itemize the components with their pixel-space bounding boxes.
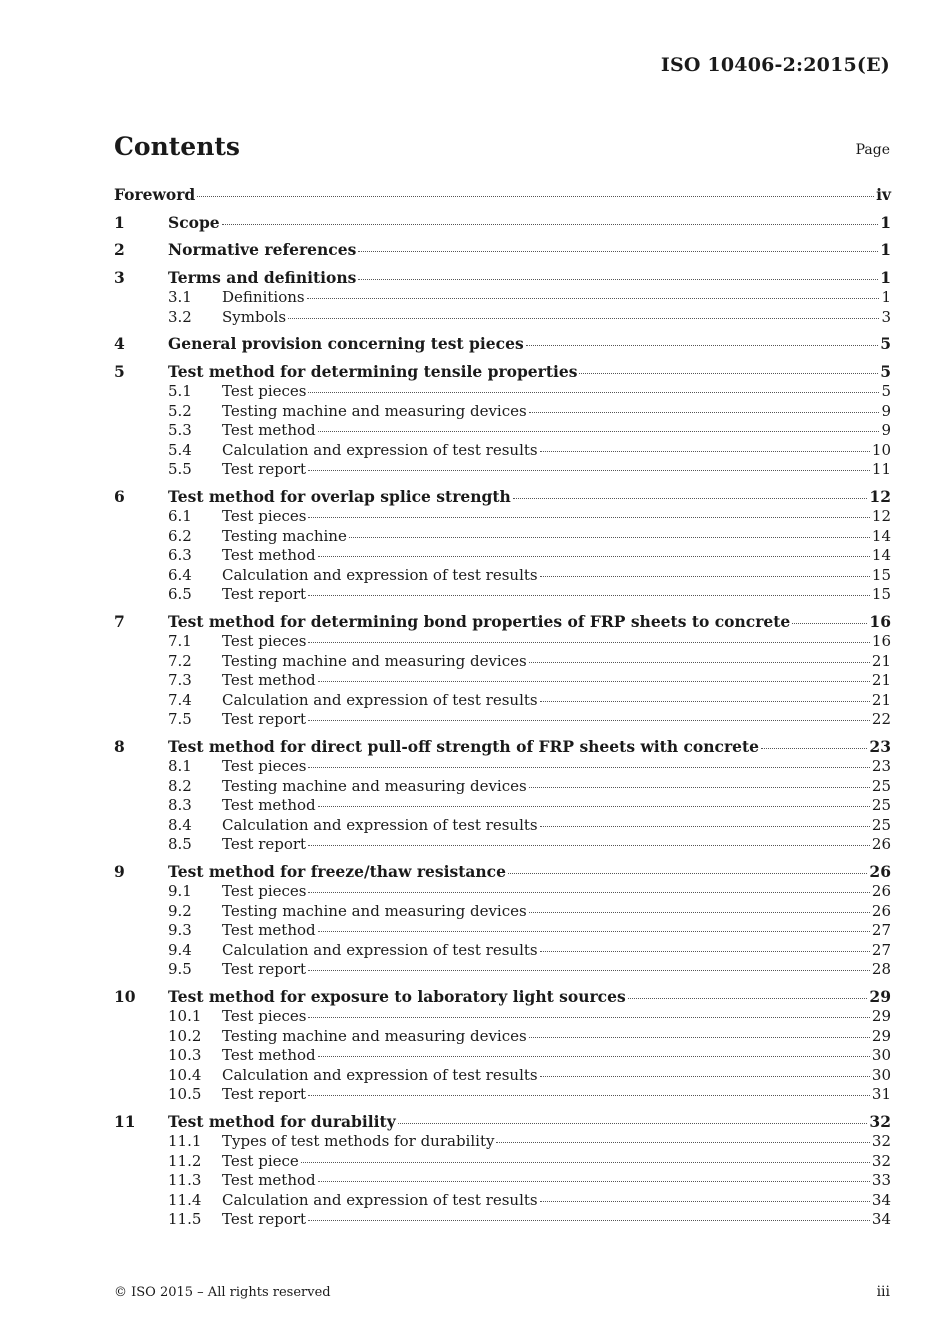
toc-subclause-entry[interactable]	[114, 1171, 891, 1191]
toc-entry-page: 32	[871, 1151, 891, 1170]
toc-entry-number: 9.3	[168, 921, 192, 939]
dot-leader	[301, 1162, 870, 1163]
toc-clause-entry[interactable]	[114, 362, 891, 383]
dot-leader	[318, 681, 870, 682]
toc-entry-number: 9.4	[168, 940, 192, 959]
dot-leader	[398, 1123, 868, 1124]
toc-entry-page: 11	[871, 460, 891, 478]
dot-leader	[308, 1220, 870, 1221]
toc-clause-entry[interactable]	[114, 268, 891, 289]
page-column-label: Page	[855, 142, 890, 158]
dot-leader	[540, 826, 870, 827]
toc-entry-number: 10	[114, 986, 136, 1006]
toc-entry-page: 9	[881, 401, 891, 420]
toc-subclause-entry[interactable]	[114, 652, 891, 672]
toc-subclause-entry[interactable]	[114, 288, 891, 308]
toc-entry-number: 10.5	[168, 1085, 202, 1103]
toc-entry-title: Test method	[222, 421, 316, 439]
dot-leader	[308, 470, 870, 471]
toc-entry-page: 26	[871, 882, 891, 900]
toc-section	[114, 1112, 891, 1230]
toc-entry-title: Calculation and expression of test results	[222, 1065, 538, 1084]
toc-entry-number: 5.3	[168, 421, 192, 439]
dot-leader	[222, 224, 879, 225]
copyright-notice: © ISO 2015 – All rights reserved	[114, 1285, 331, 1300]
toc-entry-number: 7.5	[168, 710, 192, 728]
toc-entry-number: 3.2	[168, 307, 192, 326]
toc-subclause-entry[interactable]	[114, 546, 891, 566]
toc-subclause-entry[interactable]	[114, 816, 891, 836]
toc-entry-title: Test method	[222, 1171, 316, 1189]
toc-entry-number: 8.3	[168, 796, 192, 814]
toc-entry-number: 5.1	[168, 382, 192, 400]
toc-entry-title: Testing machine and measuring devices	[222, 401, 527, 420]
toc-entry-title: Test method	[222, 546, 316, 564]
toc-section	[114, 987, 891, 1105]
toc-entry-title: Foreword	[114, 185, 196, 204]
toc-entry-title: Test report	[222, 585, 307, 603]
toc-subclause-entry[interactable]	[114, 796, 891, 816]
toc-entry-page: 22	[871, 710, 891, 728]
dot-leader	[197, 196, 874, 197]
toc-entry-number: 11.5	[168, 1210, 202, 1228]
toc-entry-title: Definitions	[222, 288, 305, 306]
toc-section	[114, 612, 891, 730]
toc-entry-number: 10.2	[168, 1026, 202, 1045]
toc-entry-page: 21	[871, 671, 891, 689]
dot-leader	[318, 431, 880, 432]
toc-entry-title: Test method	[222, 796, 316, 814]
toc-entry-page: 1	[881, 288, 891, 306]
toc-entry-title: Test pieces	[222, 382, 307, 400]
dot-leader	[628, 998, 868, 999]
toc-entry-page: iv	[876, 185, 891, 204]
toc-entry-title: Test method	[222, 671, 316, 689]
toc-subclause-entry[interactable]	[114, 777, 891, 797]
toc-entry-title: Test report	[222, 710, 307, 728]
toc-entry-title: Calculation and expression of test results	[222, 940, 538, 959]
toc-entry-number: 11.1	[168, 1132, 202, 1150]
dot-leader	[761, 748, 867, 749]
toc-entry-page: 29	[869, 986, 891, 1006]
toc-entry-number: 9.2	[168, 901, 192, 920]
toc-subclause-entry[interactable]	[114, 710, 891, 730]
dot-leader	[540, 451, 870, 452]
toc-entry-page: 27	[871, 940, 891, 959]
toc-subclause-entry[interactable]	[114, 1007, 891, 1027]
toc-entry-number: 6.5	[168, 585, 192, 603]
toc-entry-number: 8	[114, 736, 125, 756]
toc-section	[114, 334, 891, 355]
document-code: ISO 10406-2:2015(E)	[660, 54, 890, 76]
table-of-contents	[114, 185, 891, 1237]
toc-entry-title: Calculation and expression of test results	[222, 565, 538, 584]
toc-entry-page: 15	[871, 585, 891, 603]
toc-subclause-entry[interactable]	[114, 671, 891, 691]
dot-leader	[540, 701, 870, 702]
dot-leader	[318, 1181, 870, 1182]
toc-subclause-entry[interactable]	[114, 566, 891, 586]
toc-entry-page: 25	[871, 776, 891, 795]
toc-clause-entry[interactable]	[114, 240, 891, 261]
toc-entry-number: 3.1	[168, 288, 192, 306]
toc-entry-page: 1	[880, 267, 891, 287]
dot-leader	[318, 931, 870, 932]
dot-leader	[358, 251, 878, 252]
toc-entry-title: Scope	[168, 212, 220, 232]
dot-leader	[349, 537, 870, 538]
toc-entry-title: Calculation and expression of test results	[222, 690, 538, 709]
dot-leader	[508, 873, 867, 874]
toc-entry-page: 27	[871, 921, 891, 939]
toc-entry-number: 8.4	[168, 815, 192, 834]
toc-section	[114, 737, 891, 855]
dot-leader	[318, 556, 870, 557]
toc-entry-title: Test method	[222, 921, 316, 939]
toc-subclause-entry[interactable]	[114, 460, 891, 480]
toc-subclause-entry[interactable]	[114, 1132, 891, 1152]
toc-clause-entry[interactable]	[114, 862, 891, 883]
toc-entry-number: 7.2	[168, 651, 192, 670]
toc-entry-title: Test piece	[222, 1151, 299, 1170]
page-number: iii	[876, 1284, 890, 1300]
dot-leader	[526, 345, 879, 346]
toc-entry-page: 1	[880, 240, 891, 259]
toc-entry-title: Testing machine and measuring devices	[222, 901, 527, 920]
toc-entry-page: 12	[869, 486, 891, 506]
toc-entry-title: Terms and definitions	[168, 267, 357, 287]
toc-entry-page: 21	[871, 651, 891, 670]
toc-entry-page: 34	[871, 1190, 891, 1209]
toc-subclause-entry[interactable]	[114, 382, 891, 402]
toc-entry-page: 28	[871, 960, 891, 978]
toc-entry-page: 34	[871, 1210, 891, 1228]
dot-leader	[318, 806, 870, 807]
dot-leader	[308, 642, 869, 643]
toc-entry-number: 6.1	[168, 507, 192, 525]
toc-entry-title: Test pieces	[222, 757, 307, 775]
toc-clause-entry[interactable]	[114, 213, 891, 234]
toc-subclause-entry[interactable]	[114, 941, 891, 961]
toc-entry-title: Test report	[222, 960, 307, 978]
toc-section	[114, 213, 891, 234]
toc-subclause-entry[interactable]	[114, 960, 891, 980]
toc-subclause-entry[interactable]	[114, 1191, 891, 1211]
page-title: Contents	[114, 132, 241, 161]
toc-subclause-entry[interactable]	[114, 921, 891, 941]
toc-entry-number: 7.1	[168, 632, 192, 650]
toc-entry-page: 14	[871, 546, 891, 564]
toc-subclause-entry[interactable]	[114, 585, 891, 605]
toc-entry-number: 7.3	[168, 671, 192, 689]
dot-leader	[529, 1037, 870, 1038]
toc-entry-page: 3	[881, 307, 891, 326]
toc-subclause-entry[interactable]	[114, 632, 891, 652]
toc-entry-title: Test method	[222, 1046, 316, 1064]
dot-leader	[529, 412, 880, 413]
toc-entry-number: 3	[114, 267, 125, 287]
dot-leader	[529, 787, 870, 788]
toc-subclause-entry[interactable]	[114, 691, 891, 711]
dot-leader	[308, 517, 869, 518]
dot-leader	[540, 1076, 870, 1077]
toc-entry-number: 8.2	[168, 776, 192, 795]
toc-entry-page: 15	[871, 565, 891, 584]
toc-entry-page: 33	[871, 1171, 891, 1189]
toc-clause-entry[interactable]	[114, 737, 891, 758]
toc-entry-page: 1	[880, 212, 891, 232]
toc-entry-page: 31	[871, 1085, 891, 1103]
toc-subclause-entry[interactable]	[114, 507, 891, 527]
toc-entry-number: 10.4	[168, 1065, 202, 1084]
toc-entry-title: Test method for determining tensile properties	[168, 361, 578, 381]
toc-entry-title: Testing machine and measuring devices	[222, 651, 527, 670]
toc-entry-number: 7.4	[168, 690, 192, 709]
toc-entry-page: 5	[880, 361, 891, 381]
toc-entry-page: 32	[871, 1132, 891, 1150]
toc-entry-page: 23	[871, 757, 891, 775]
toc-entry-page: 26	[871, 835, 891, 853]
dot-leader	[308, 1017, 869, 1018]
dot-leader	[496, 1142, 869, 1143]
toc-entry-number: 11	[114, 1111, 136, 1131]
toc-subclause-entry[interactable]	[114, 1066, 891, 1086]
toc-entry-page: 29	[871, 1026, 891, 1045]
toc-entry-number: 11.2	[168, 1151, 202, 1170]
toc-entry-title: Calculation and expression of test results	[222, 815, 538, 834]
toc-entry-title: Test report	[222, 460, 307, 478]
toc-entry-title: Test pieces	[222, 507, 307, 525]
toc-clause-entry[interactable]	[114, 334, 891, 355]
toc-subclause-entry[interactable]	[114, 1046, 891, 1066]
toc-entry-page: 25	[871, 796, 891, 814]
toc-entry-title: Test pieces	[222, 882, 307, 900]
toc-entry-number: 11.3	[168, 1171, 202, 1189]
toc-entry-number: 6	[114, 486, 125, 506]
toc-entry-page: 32	[869, 1111, 891, 1131]
toc-section-foreword	[114, 185, 891, 206]
toc-subclause-entry[interactable]	[114, 441, 891, 461]
toc-entry-number: 2	[114, 240, 125, 259]
dot-leader	[513, 498, 868, 499]
dot-leader	[529, 912, 870, 913]
toc-subclause-entry[interactable]	[114, 402, 891, 422]
dot-leader	[792, 623, 867, 624]
toc-entry-number: 9.1	[168, 882, 192, 900]
toc-entry-title: Normative references	[168, 240, 357, 259]
toc-entry-page: 16	[869, 611, 891, 631]
toc-entry-number: 5.5	[168, 460, 192, 478]
toc-entry-page: 9	[881, 421, 891, 439]
toc-subclause-entry[interactable]	[114, 1027, 891, 1047]
toc-clause-entry[interactable]	[114, 987, 891, 1008]
toc-entry-title: Test method for determining bond properties of FRP sheets to concrete	[168, 611, 791, 631]
dot-leader	[308, 970, 870, 971]
toc-entry-title: Test method for direct pull-off strength of FRP sheets with concrete	[168, 736, 760, 756]
dot-leader	[529, 662, 870, 663]
toc-subclause-entry[interactable]	[114, 308, 891, 328]
dot-leader	[579, 373, 878, 374]
toc-entry-page: 5	[880, 334, 891, 353]
toc-section	[114, 362, 891, 480]
toc-entry-number: 9	[114, 861, 125, 881]
dot-leader	[307, 298, 880, 299]
toc-entry-page: 14	[871, 526, 891, 545]
toc-clause-entry[interactable]	[114, 612, 891, 633]
dot-leader	[308, 892, 869, 893]
toc-section	[114, 240, 891, 261]
toc-entry-title: Test pieces	[222, 1007, 307, 1025]
toc-subclause-entry[interactable]	[114, 1210, 891, 1230]
dot-leader	[540, 576, 870, 577]
toc-subclause-entry[interactable]	[114, 1085, 891, 1105]
toc-entry-number: 4	[114, 334, 125, 353]
toc-section	[114, 487, 891, 605]
toc-entry-page: 26	[869, 861, 891, 881]
toc-entry-number: 6.3	[168, 546, 192, 564]
toc-subclause-entry[interactable]	[114, 527, 891, 547]
toc-subclause-entry[interactable]	[114, 421, 891, 441]
dot-leader	[288, 318, 879, 319]
toc-entry-number: 7	[114, 611, 125, 631]
toc-entry-title: Calculation and expression of test results	[222, 1190, 538, 1209]
toc-entry-page: 29	[871, 1007, 891, 1025]
toc-entry-foreword[interactable]	[114, 185, 891, 206]
toc-subclause-entry[interactable]	[114, 1152, 891, 1172]
toc-entry-title: Test method for durability	[168, 1111, 396, 1131]
toc-entry-title: Testing machine and measuring devices	[222, 776, 527, 795]
toc-entry-title: Test report	[222, 1210, 307, 1228]
toc-section	[114, 268, 891, 328]
toc-entry-title: Test report	[222, 1085, 307, 1103]
dot-leader	[308, 767, 869, 768]
toc-entry-page: 12	[871, 507, 891, 525]
toc-entry-title: Test method for overlap splice strength	[168, 486, 511, 506]
toc-entry-number: 11.4	[168, 1190, 202, 1209]
toc-entry-number: 8.5	[168, 835, 192, 853]
toc-entry-page: 25	[871, 815, 891, 834]
dot-leader	[318, 1056, 870, 1057]
dot-leader	[308, 392, 879, 393]
toc-entry-title: General provision concerning test pieces	[168, 334, 524, 353]
toc-clause-entry[interactable]	[114, 487, 891, 508]
toc-entry-title: Symbols	[222, 307, 287, 326]
toc-entry-title: Test method for freeze/thaw resistance	[168, 861, 506, 881]
dot-leader	[358, 279, 878, 280]
toc-entry-number: 5	[114, 361, 125, 381]
toc-entry-number: 1	[114, 212, 125, 232]
toc-entry-page: 30	[871, 1046, 891, 1064]
toc-entry-page: 26	[871, 901, 891, 920]
toc-entry-title: Testing machine and measuring devices	[222, 1026, 527, 1045]
toc-entry-page: 5	[881, 382, 891, 400]
toc-entry-title: Test pieces	[222, 632, 307, 650]
toc-entry-number: 6.2	[168, 526, 192, 545]
toc-entry-number: 5.2	[168, 401, 192, 420]
toc-entry-number: 10.1	[168, 1007, 202, 1025]
toc-entry-page: 16	[871, 632, 891, 650]
dot-leader	[540, 1201, 870, 1202]
toc-section	[114, 862, 891, 980]
toc-entry-title: Types of test methods for durability	[222, 1132, 495, 1150]
toc-entry-title: Calculation and expression of test results	[222, 440, 538, 459]
toc-subclause-entry[interactable]	[114, 835, 891, 855]
toc-entry-page: 21	[871, 690, 891, 709]
toc-subclause-entry[interactable]	[114, 757, 891, 777]
toc-subclause-entry[interactable]	[114, 902, 891, 922]
dot-leader	[308, 1095, 870, 1096]
dot-leader	[308, 845, 870, 846]
toc-clause-entry[interactable]	[114, 1112, 891, 1133]
dot-leader	[308, 595, 870, 596]
toc-entry-title: Test method for exposure to laboratory light sources	[168, 986, 626, 1006]
dot-leader	[308, 720, 870, 721]
toc-entry-number: 5.4	[168, 440, 192, 459]
dot-leader	[540, 951, 870, 952]
toc-entry-title: Test report	[222, 835, 307, 853]
toc-entry-number: 8.1	[168, 757, 192, 775]
toc-entry-number: 10.3	[168, 1046, 202, 1064]
toc-entry-page: 30	[871, 1065, 891, 1084]
toc-subclause-entry[interactable]	[114, 882, 891, 902]
toc-entry-number: 9.5	[168, 960, 192, 978]
toc-entry-page: 10	[871, 440, 891, 459]
toc-entry-number: 6.4	[168, 565, 192, 584]
toc-entry-page: 23	[869, 736, 891, 756]
toc-entry-title: Testing machine	[222, 526, 347, 545]
